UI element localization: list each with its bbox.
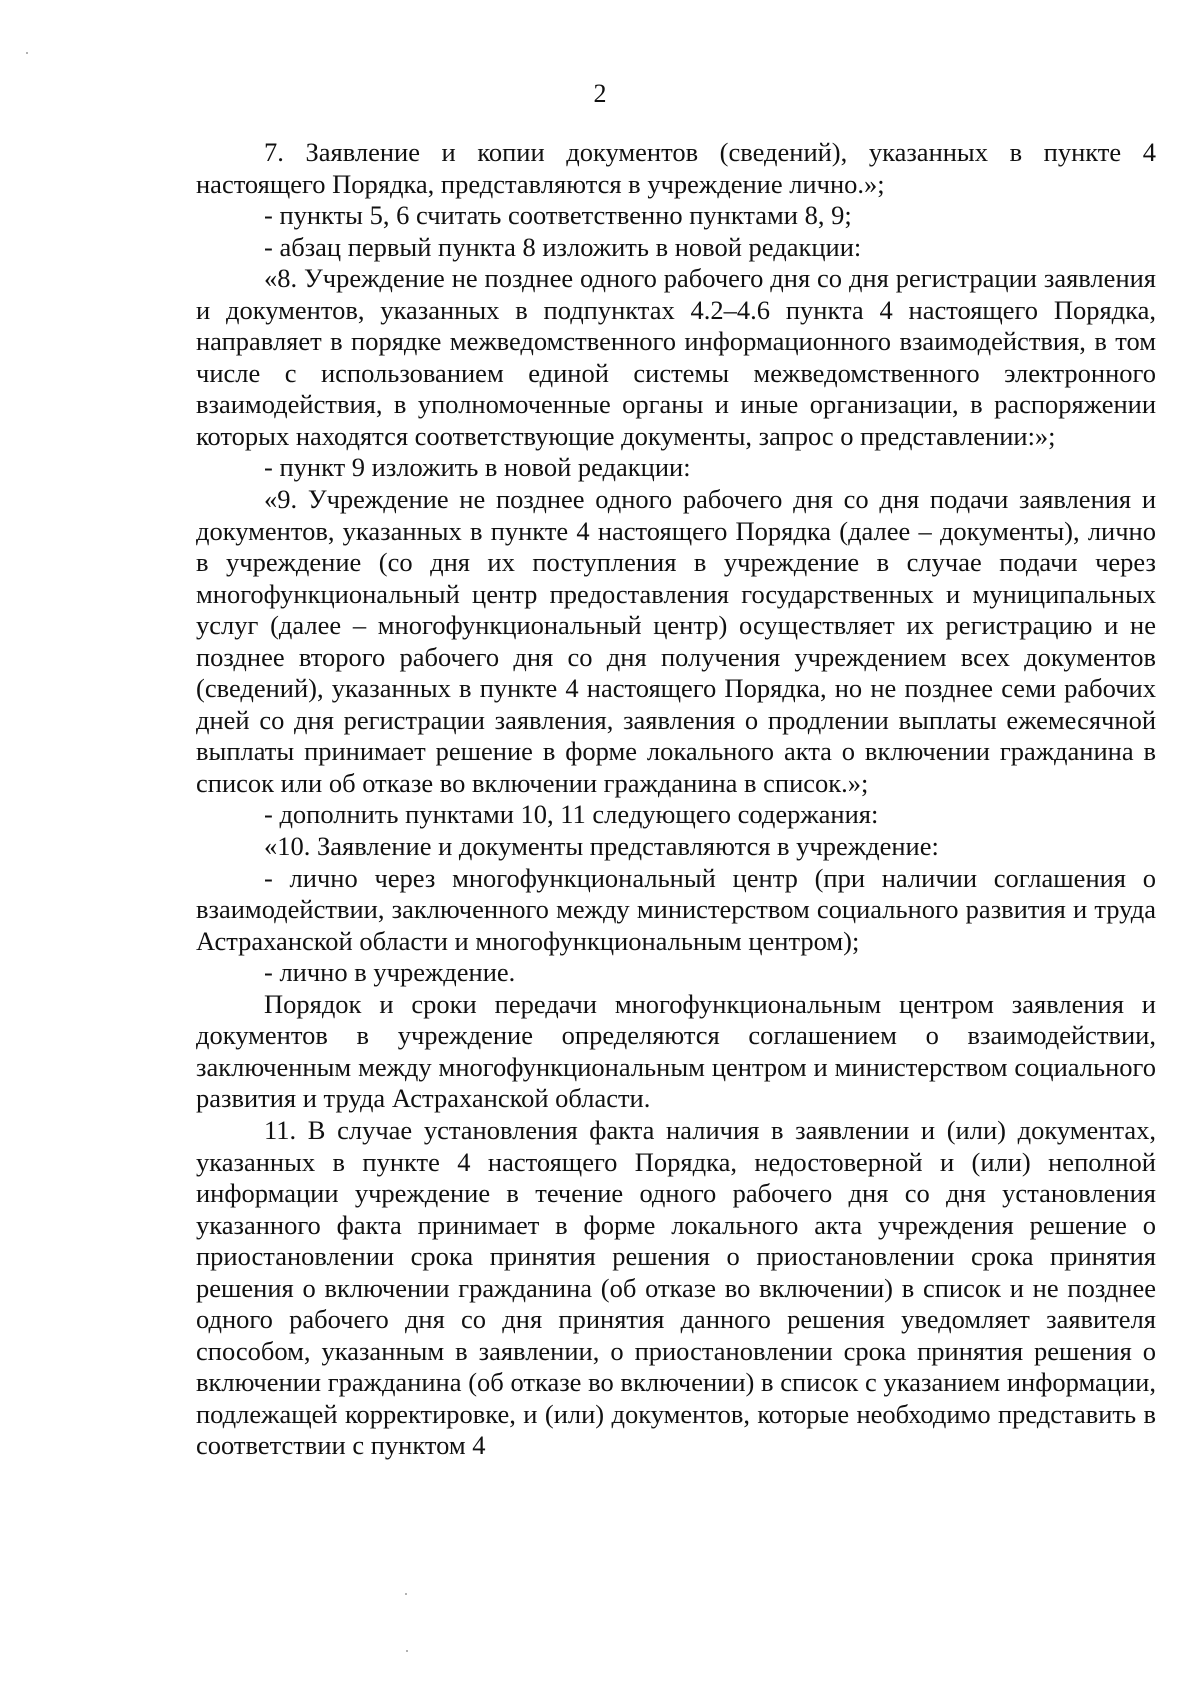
paragraph-10-option-in-person: - лично в учреждение. <box>264 957 516 988</box>
paragraph-10: «10. Заявление и документы представляются в учреждение: <box>264 831 939 862</box>
amendment-item-9-intro: - пункт 9 изложить в новой редакции: <box>264 452 691 483</box>
paragraph-9: «9. Учреждение не позднее одного рабочего дня со дня подачи заявления и документов, указанных в пункте 4 настоящего Порядка (далее – документы), лично в учреждение (со дня их поступления в учреждение в случае подачи через многофункциональный центр предоставления государственных и муниципальных услуг (далее – многофункциональный центр) осуществляет их регистрацию и не позднее второго рабочего дня со дня получения учреждением всех документов (сведений), указанных в пункте 4 настоящего Порядка, но не позднее семи рабочих дней со дня регистрации заявления, заявления о продлении выплаты ежемесячной выплаты принимает решение в форме локального акта о включении гражданина в список или об отказе во включении гражданина в список.»; <box>196 484 1156 798</box>
amendment-item-8-intro: - абзац первый пункта 8 изложить в новой редакции: <box>264 231 862 262</box>
scan-speck <box>405 1593 407 1595</box>
paragraph-10-option-mfc: - лично через многофункциональный центр (при наличии соглашения о взаимодействии, заключенного между министерством социального развития и труда Астраханской области и многофункциональным центром); <box>196 862 1156 956</box>
amendment-items-10-11-intro: - дополнить пунктами 10, 11 следующего содержания: <box>264 799 879 830</box>
paragraph-10-procedure: Порядок и сроки передачи многофункциональным центром заявления и документов в учреждение определяются соглашением о взаимодействии, заключенным между многофункциональным центром и министерством социального развития и труда Астраханской области. <box>196 988 1156 1114</box>
paragraph-11: 11. В случае установления факта наличия в заявлении и (или) документах, указанных в пункте 4 настоящего Порядка, недостоверной и (или) неполной информации учреждение в течение одного рабочего дня со дня установления указанного факта принимает в форме локального акта учреждения решение о приостановлении срока принятия решения о приостановлении срока принятия решения о включении гражданина (об отказе во включении) в список и не позднее одного рабочего дня со дня принятия данного решения уведомляет заявителя способом, указанным в заявлении, о приостановлении срока принятия решения о включении гражданина (об отказе во включении) в список с указанием информации, подлежащей корректировке, и (или) документов, которые необходимо представить в соответствии с пунктом 4 <box>196 1114 1156 1461</box>
document-body <box>196 137 1156 1462</box>
paragraph-7: 7. Заявление и копии документов (сведений), указанных в пункте 4 настоящего Порядка, представляются в учреждение лично.»; <box>196 137 1156 199</box>
scan-speck <box>26 52 28 54</box>
amendment-renumber: - пункты 5, 6 считать соответственно пунктами 8, 9; <box>264 200 852 231</box>
page-number: 2 <box>593 79 607 108</box>
paragraph-8: «8. Учреждение не позднее одного рабочего дня со дня регистрации заявления и документов, указанных в подпунктах 4.2–4.6 пункта 4 настоящего Порядка, направляет в порядке межведомственного информационного взаимодействия, в том числе с использованием единой системы межведомственного электронного взаимодействия, в уполномоченные органы и иные организации, в распоряжении которых находятся соответствующие документы, запрос о представлении:»; <box>196 263 1156 451</box>
scan-speck <box>406 1650 408 1652</box>
